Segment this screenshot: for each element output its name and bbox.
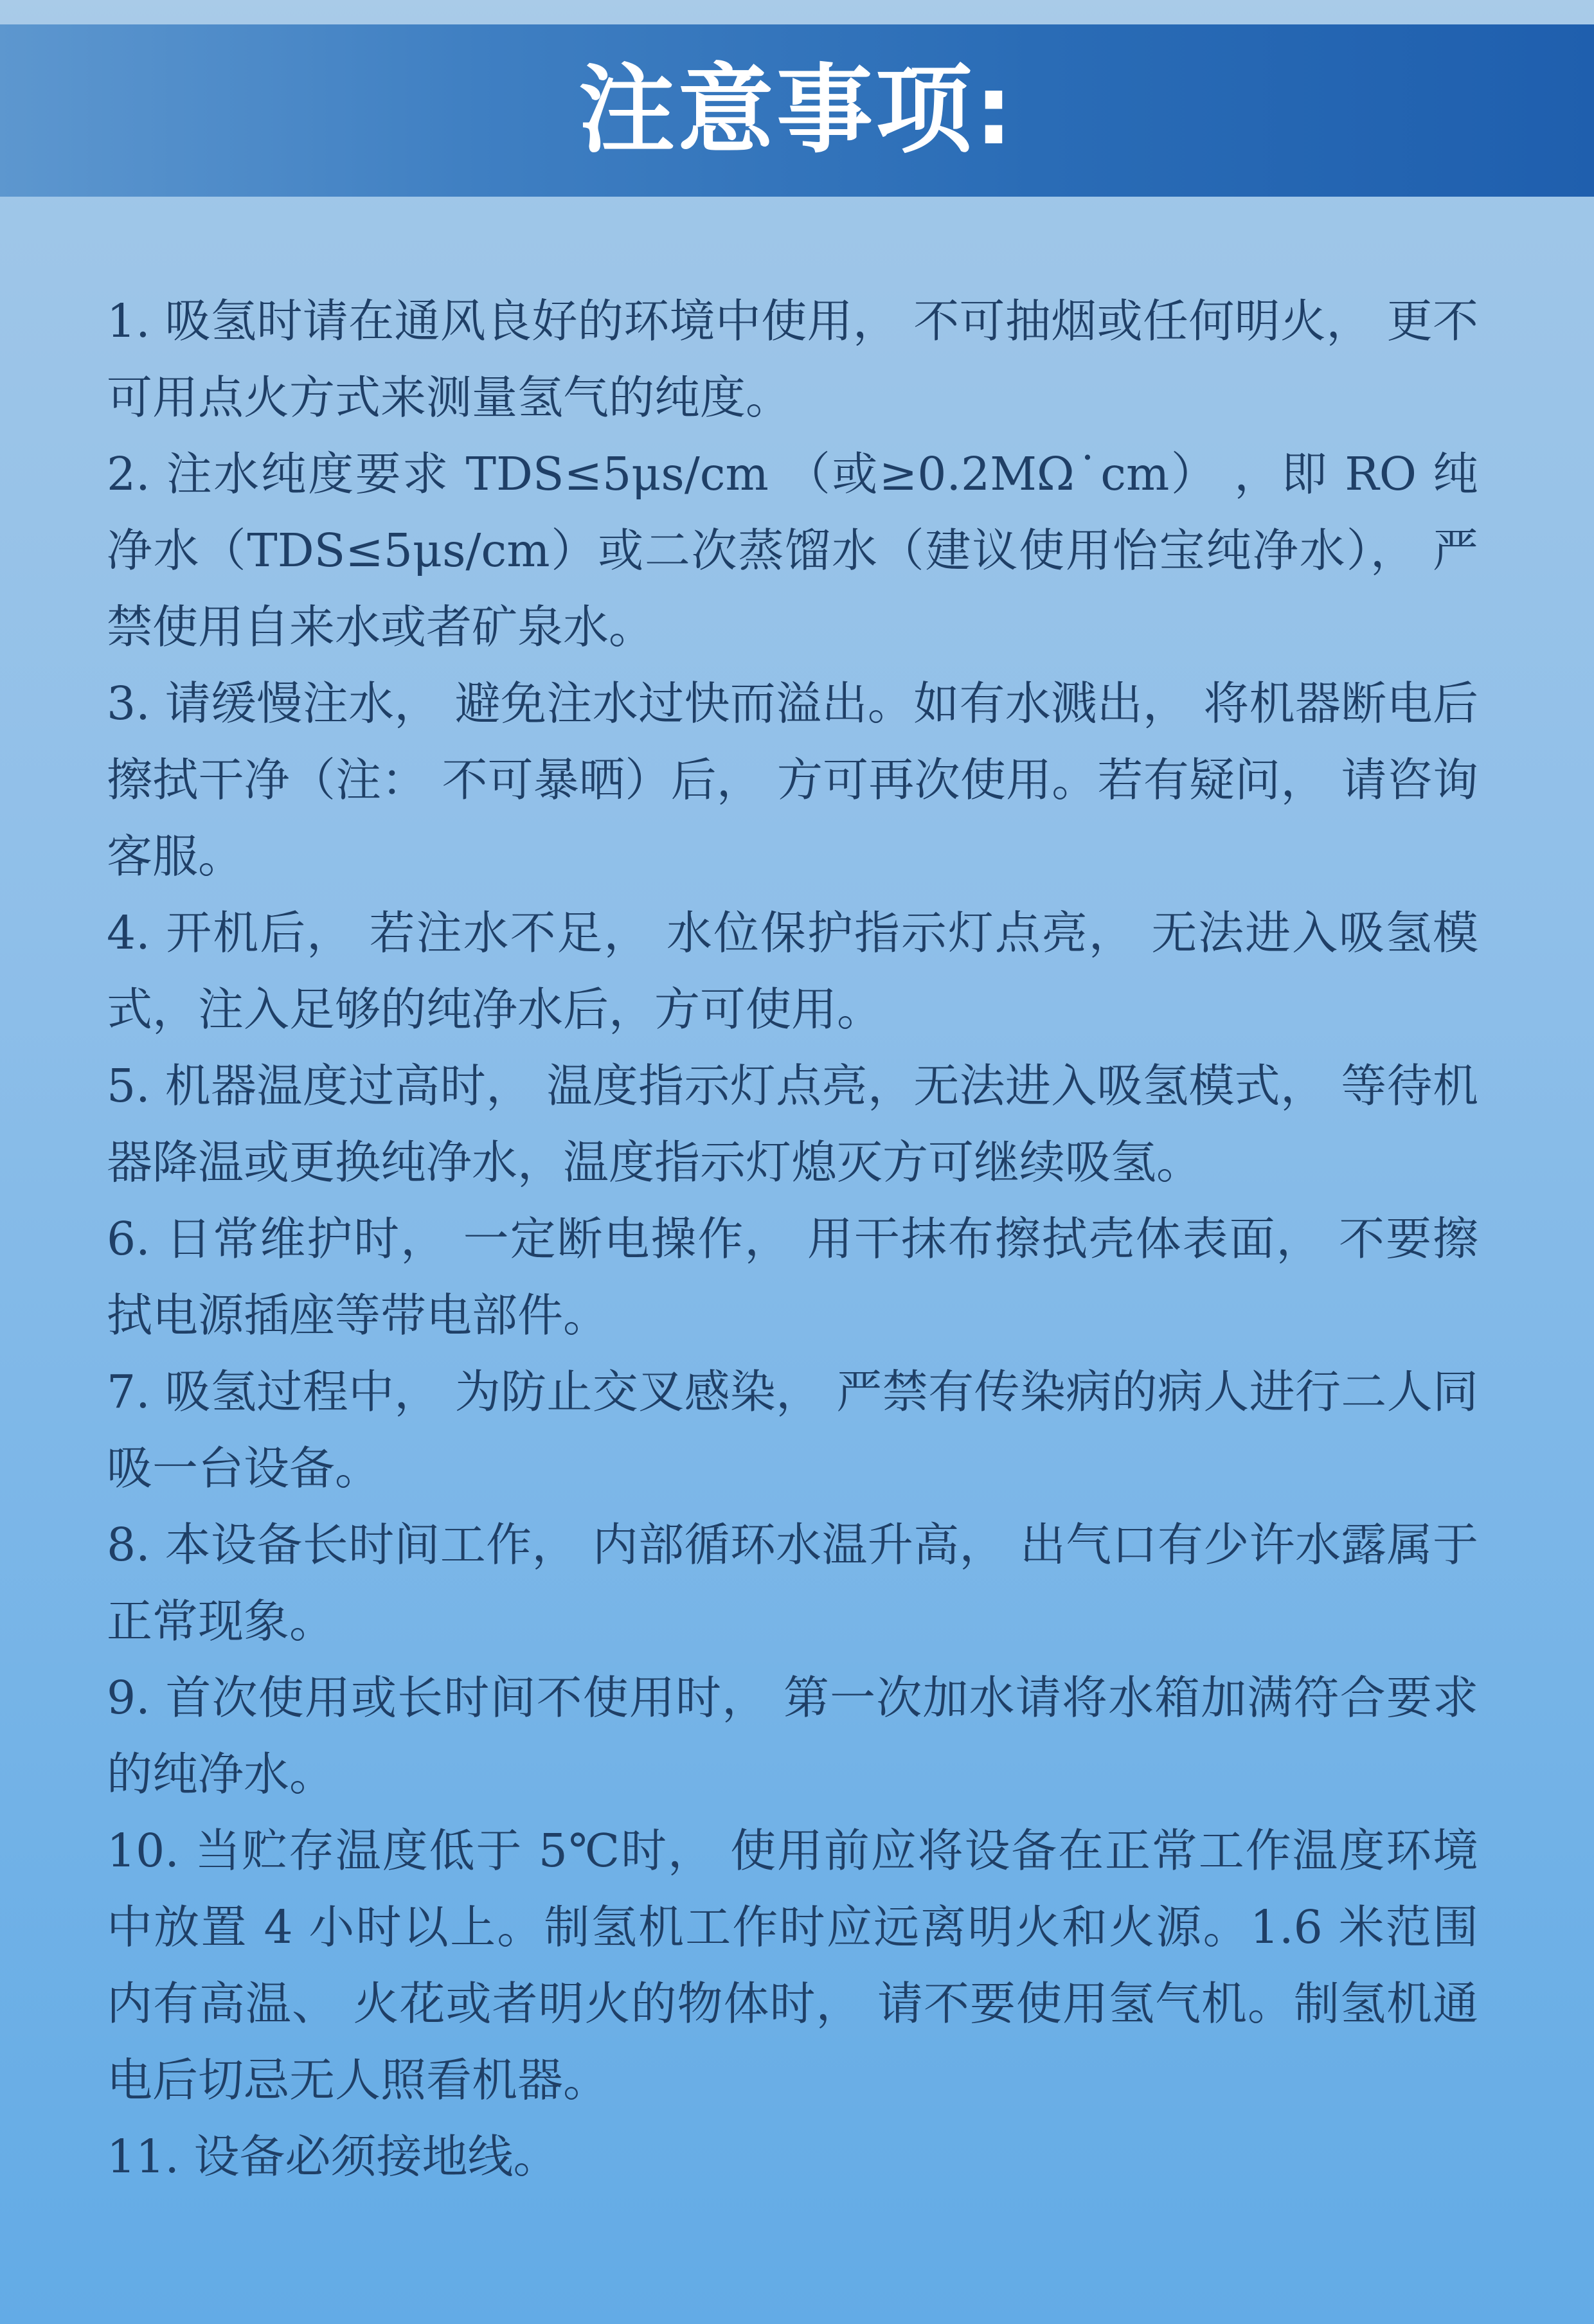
note-item: 4. 开机后， 若注水不足， 水位保护指示灯点亮， 无法进入吸氢模式，注入足够的纯净水后，方可使用。	[107, 906, 1478, 1036]
note-item: 7. 吸氢过程中， 为防止交叉感染， 严禁有传染病的病人进行二人同吸一台设备。	[107, 1365, 1478, 1495]
page-title: 注意事项:	[578, 55, 1016, 166]
note-item: 10. 当贮存温度低于 5℃时， 使用前应将设备在正常工作温度环境中放置 4 小时以上。制氢机工作时应远离明火和火源。1.6 米范围内有高温、 火花或者明火的物体时， 请不要使用氢气机。制氢机通电后切忌无人照看机器。	[107, 1824, 1478, 2107]
header-banner	[0, 24, 1594, 197]
note-item: 1. 吸氢时请在通风良好的环境中使用， 不可抽烟或任何明火， 更不可用点火方式来测量氢气的纯度。	[107, 294, 1478, 424]
note-item: 8. 本设备长时间工作， 内部循环水温升高， 出气口有少许水露属于正常现象。	[107, 1518, 1478, 1648]
notes-list	[107, 283, 1478, 2195]
note-item: 2. 注水纯度要求 TDS≤5μs/cm （或≥0.2MΩ˙cm） ，即 RO 纯净水（TDS≤5μs/cm）或二次蒸馏水（建议使用怡宝纯净水）， 严禁使用自来水或者矿泉水。	[107, 447, 1478, 654]
note-item: 11. 设备必须接地线。	[107, 2130, 559, 2183]
note-item: 6. 日常维护时， 一定断电操作， 用干抹布擦拭壳体表面， 不要擦拭电源插座等带电部件。	[107, 1212, 1478, 1342]
note-item: 9. 首次使用或长时间不使用时， 第一次加水请将水箱加满符合要求的纯净水。	[107, 1671, 1478, 1801]
note-item: 3. 请缓慢注水， 避免注水过快而溢出。如有水溅出， 将机器断电后擦拭干净（注： 不可暴晒）后， 方可再次使用。若有疑问， 请咨询客服。	[107, 677, 1478, 883]
note-item: 5. 机器温度过高时， 温度指示灯点亮，无法进入吸氢模式， 等待机器降温或更换纯净水，温度指示灯熄灭方可继续吸氢。	[107, 1059, 1478, 1189]
